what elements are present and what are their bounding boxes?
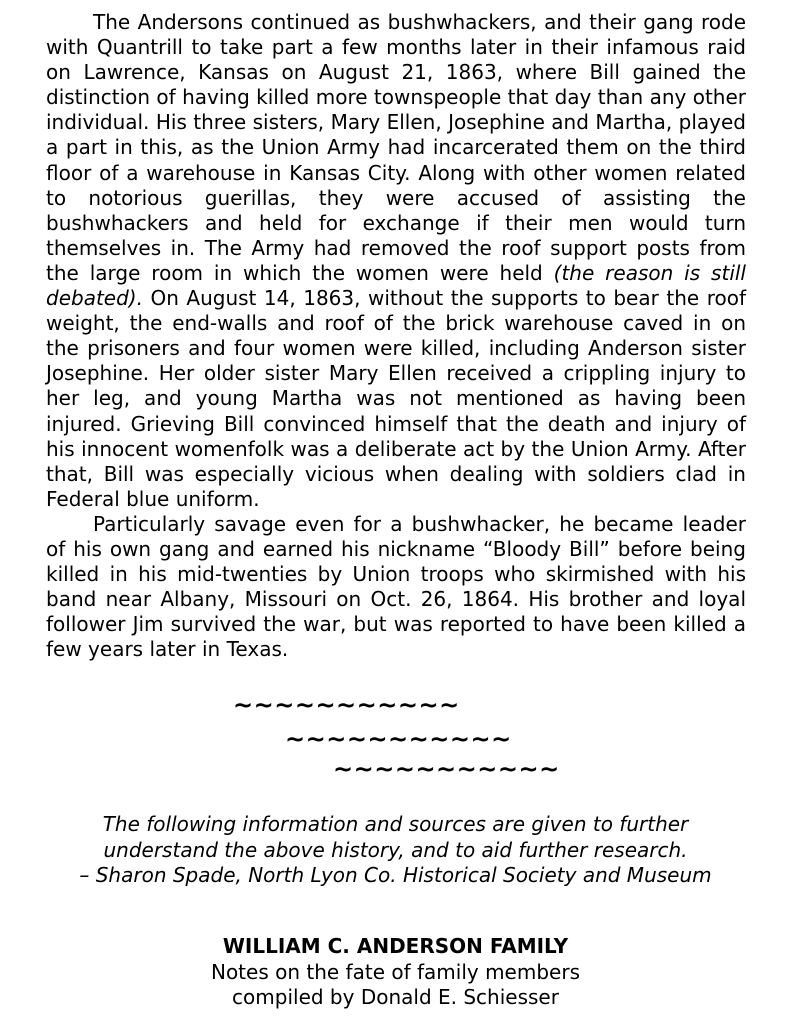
tilde-divider-line: ~~~~~~~~~~~: [233, 691, 460, 719]
paragraph-text: On August 14, 1863, without the supports to bear the roof weight, the end-walls and roof of the brick warehouse caved in on the prisoners and four women were killed, including Anderson sister Josephine. Her older sister Mary Ellen received a crippling injury to her leg, and young Martha was not mentioned as having been injured. Grieving Bill convinced himself that the death and injury of his innocent womenfolk was a deliberate act by the Union Army. After that, Bill was especially vicious when dealing with soldiers clad in Federal blue uniform.: [46, 286, 746, 511]
paragraph-text: The Andersons continued as bushwhackers, and their gang rode with Quantrill to take part a few months later in their infamous raid on Lawrence, Kansas on August 21, 1863, where Bill gained the distinction of having killed more townspeople that day than any other individual. His three sisters, Mary Ellen, Josephine and Martha, played a part in this, as the Union Army had incarcerated them on the third floor of a warehouse in Kansas City. Along with other women related to notorious guerillas, they were accused of assisting the bushwhackers and held for exchange if their men would turn themselves in. The Army had removed the roof support posts from the large room in which the women were held: [46, 10, 746, 285]
paragraph-text: Particularly savage even for a bushwhacker, he became leader of his own gang and earned his nickname “Bloody Bill” before being killed in his mid-twenties by Union troops who skirmished with his band near Albany, Missouri on Oct. 26, 1864. His brother and loyal follower Jim survived the war, but was reported to have been killed a few years later in Texas.: [46, 511, 746, 662]
research-note-attribution: – Sharon Spade, North Lyon Co. Historical Society and Museum: [79, 863, 712, 887]
family-compiler: compiled by Donald E. Schiesser: [232, 985, 559, 1009]
family-heading: WILLIAM C. ANDERSON FAMILY: [222, 934, 569, 958]
research-note-line: The following information and sources are given to further: [102, 812, 689, 836]
paragraph-italic-aside: (the reason is still debated).: [46, 260, 746, 311]
paragraph-bloody-bill: [46, 512, 746, 663]
tilde-divider-line: ~~~~~~~~~~~: [285, 725, 512, 753]
tilde-divider-line: ~~~~~~~~~~~: [333, 755, 560, 783]
paragraph-andersons-bushwhackers: [46, 10, 746, 512]
research-note-line: understand the above history, and to aid further research.: [103, 837, 688, 862]
family-section: [0, 934, 791, 1011]
document-body: [46, 10, 746, 662]
family-subtitle: Notes on the fate of family members: [210, 959, 580, 984]
research-note: [0, 812, 791, 889]
